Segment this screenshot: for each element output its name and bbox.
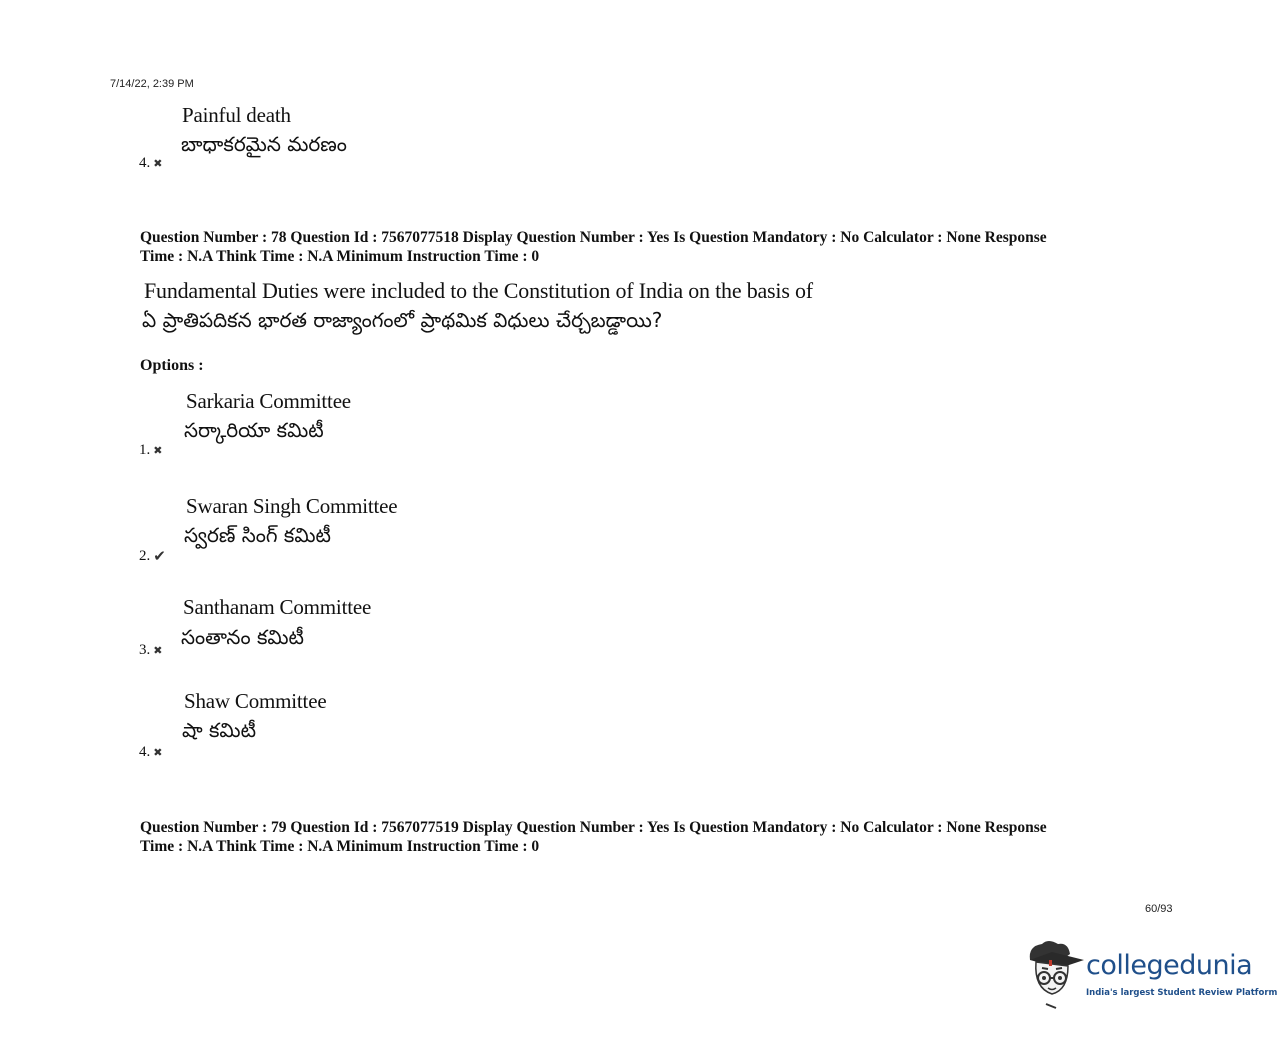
cross-mark-icon: ✖ xyxy=(153,157,163,170)
print-timestamp: 7/14/22, 2:39 PM xyxy=(110,78,194,90)
option-1-telugu: సర్కారియా కమిటీ xyxy=(184,418,324,442)
question-78-text-english: Fundamental Duties were included to the Constitution of India on the basis of xyxy=(144,278,813,303)
prev-option-4-telugu: బాధాకరమైన మరణం xyxy=(181,132,347,156)
options-label: Options : xyxy=(140,357,204,374)
meta-line-2: Time : N.A Think Time : N.A Minimum Instruction Time : 0 xyxy=(140,838,540,855)
option-number-label: 4. xyxy=(139,744,151,760)
option-2-telugu: స్వరణ్ సింగ్ కమిటీ xyxy=(184,523,331,547)
prev-option-4-english: Painful death xyxy=(182,103,291,127)
meta-line-1: Question Number : 79 Question Id : 7567077519 Display Question Number : Yes Is Question Mandatory : No Calculator : None Response xyxy=(140,819,1047,836)
option-number-label: 3. xyxy=(139,642,151,658)
option-3-number xyxy=(139,642,162,659)
collegedunia-tagline: India's largest Student Review Platform xyxy=(1086,988,1278,998)
meta-line-2: Time : N.A Think Time : N.A Minimum Instruction Time : 0 xyxy=(140,248,540,265)
option-1-english: Sarkaria Committee xyxy=(186,389,351,413)
option-4-english: Shaw Committee xyxy=(184,689,327,713)
question-79-metadata xyxy=(140,818,1170,856)
cross-mark-icon: ✖ xyxy=(153,444,163,457)
check-mark-icon: ✔ xyxy=(153,547,166,565)
option-1-number xyxy=(139,442,162,459)
question-78-metadata xyxy=(140,228,1170,266)
option-number-label: 2. xyxy=(139,547,151,564)
option-4-telugu: షా కమిటీ xyxy=(182,718,257,742)
question-78-text-telugu: ఏ ప్రాతిపదికన భారత రాజ్యాంగంలో ప్రాథమిక విధులు చేర్చబడ్డాయి? xyxy=(142,308,663,332)
option-3-telugu: సంతానం కమిటీ xyxy=(181,625,304,649)
prev-option-4-number xyxy=(139,155,162,172)
option-2-number xyxy=(139,547,166,565)
option-3-english: Santhanam Committee xyxy=(183,595,372,619)
option-4-number xyxy=(139,744,162,761)
option-2-english: Swaran Singh Committee xyxy=(186,494,398,518)
cross-mark-icon: ✖ xyxy=(153,644,163,657)
option-number-label: 1. xyxy=(139,442,151,458)
meta-line-1: Question Number : 78 Question Id : 7567077518 Display Question Number : Yes Is Question Mandatory : No Calculator : None Response xyxy=(140,229,1047,246)
collegedunia-mascot-icon xyxy=(1022,938,1086,1010)
collegedunia-logo-text: collegedunia xyxy=(1086,950,1253,981)
cross-mark-icon: ✖ xyxy=(153,746,163,759)
page-number: 60/93 xyxy=(1145,903,1173,915)
option-number-label: 4. xyxy=(139,155,151,171)
